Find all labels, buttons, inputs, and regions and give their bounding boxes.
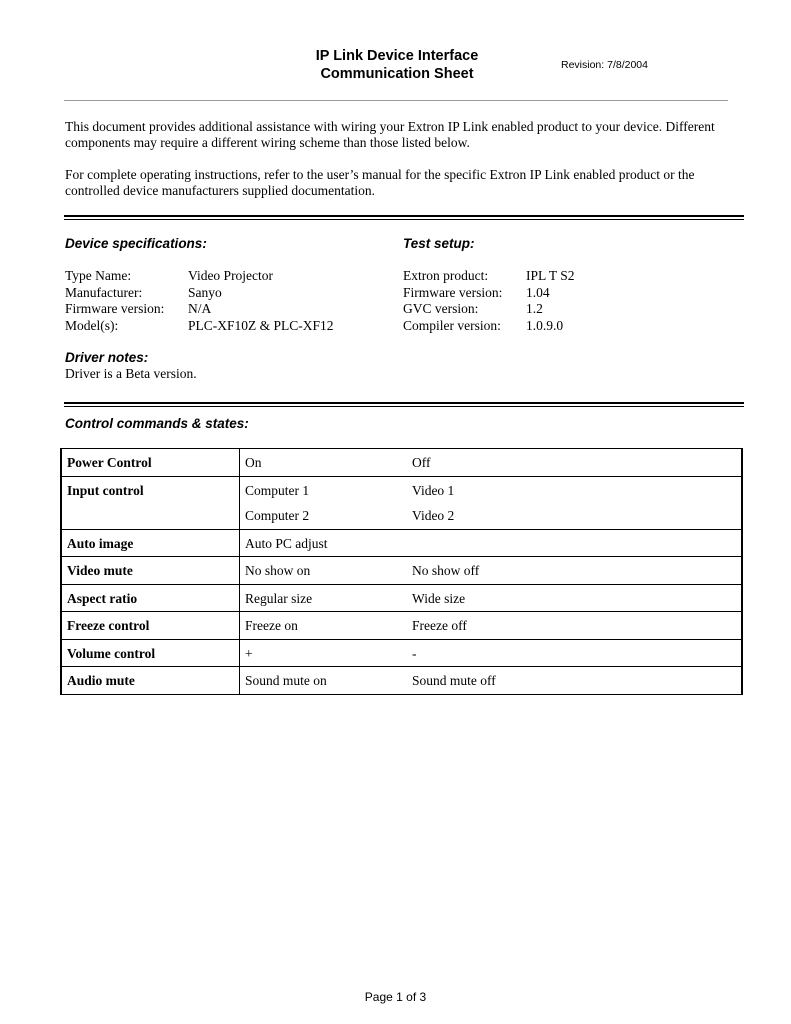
state-1-cell [240,476,408,529]
state-3-cell [570,449,742,477]
setup-value: IPL T S2 [526,268,575,283]
driver-notes-heading: Driver notes: [65,350,149,365]
spec-label: Manufacturer: [65,284,143,300]
cell-text: Sound mute off [412,673,496,688]
spec-value: Video Projector [188,268,274,283]
spec-row [65,268,334,285]
state-1-cell [240,557,408,585]
table-row [61,449,742,477]
cell-text: Audio mute [67,673,135,688]
setup-row [403,318,575,335]
state-3-cell [570,529,742,557]
cell-text: Volume control [67,645,156,661]
cell-text: Freeze off [412,618,467,633]
spec-value: PLC-XF10Z & PLC-XF12 [188,317,334,333]
state-2-cell [407,612,570,640]
cell-text: No show off [412,563,480,578]
header-divider [64,100,728,101]
state-3-cell [570,667,742,695]
setup-label: GVC version: [403,301,479,316]
command-name-cell [61,557,240,585]
cell-text: Computer 1 [245,482,310,498]
setup-row [403,285,575,302]
cell-text: Computer 2 [245,507,310,523]
setup-label: Extron product: [403,268,489,283]
cell-text: Aspect ratio [67,590,138,606]
intro-paragraph-1: This document provides additional assistance with wiring your Extron IP Link enabled product to your device. Different components may require a different wiring scheme than those listed below. [65,119,715,150]
cell-text: Regular size [245,590,313,606]
command-name-cell [61,529,240,557]
state-2-cell [407,667,570,695]
device-specs-heading: Device specifications: [65,236,207,251]
test-setup-heading: Test setup: [403,236,475,251]
table-row [61,612,742,640]
setup-value: 1.04 [526,284,550,300]
command-name-cell [61,449,240,477]
revision-date: Revision: 7/8/2004 [561,59,648,71]
cell-text: - [412,645,417,661]
device-specs-list [65,268,334,334]
spec-label: Model(s): [65,317,119,333]
table-row [61,639,742,667]
cell-text: Wide size [412,590,466,606]
page-number: Page 1 of 3 [364,990,427,1004]
cell-text: Video 1 [412,482,455,498]
spec-row [65,285,334,302]
state-2-cell [407,639,570,667]
state-2-cell [407,476,570,529]
cell-text: Freeze on [245,618,298,633]
driver-notes-text: Driver is a Beta version. [65,366,197,381]
state-3-cell [570,612,742,640]
command-name-cell [61,667,240,695]
spec-label: Firmware version: [65,301,165,316]
section-divider-2 [64,402,744,407]
state-1-cell [240,612,408,640]
state-3-cell [570,557,742,585]
state-2-cell [407,584,570,612]
state-3-cell [570,476,742,529]
table-row [61,557,742,585]
cell-text: Auto PC adjust [245,535,328,551]
cell-text: Sound mute on [245,673,327,688]
table-row [61,584,742,612]
cell-text: Video 2 [412,507,455,523]
cell-text: Video mute [67,563,133,578]
spec-row [65,301,334,318]
setup-row [403,268,575,285]
state-3-cell [570,639,742,667]
test-setup-list [403,268,575,334]
setup-value: 1.2 [526,301,543,316]
section-divider-1 [64,215,744,220]
command-name-cell [61,584,240,612]
table-row [61,529,742,557]
setup-row [403,301,575,318]
state-3-cell [570,584,742,612]
cell-text: Input control [67,482,144,498]
cell-text: No show on [245,563,311,578]
cell-text: On [245,455,262,470]
table-row [61,476,742,529]
spec-value: Sanyo [188,284,222,300]
state-1-cell [240,529,408,557]
state-1-cell [240,449,408,477]
setup-label: Compiler version: [403,317,501,333]
state-1-cell [240,667,408,695]
spec-value: N/A [188,301,212,316]
state-2-cell [407,449,570,477]
state-2-cell [407,557,570,585]
state-1-cell [240,639,408,667]
spec-row [65,318,334,335]
cell-text: Off [412,455,431,470]
commands-table [60,448,743,695]
cell-text: Freeze control [67,618,150,633]
setup-value: 1.0.9.0 [526,317,564,333]
state-1-cell [240,584,408,612]
command-name-cell [61,612,240,640]
command-name-cell [61,476,240,529]
spec-label: Type Name: [65,268,132,283]
cell-text: Power Control [67,455,152,470]
cell-text: Auto image [67,535,134,551]
setup-label: Firmware version: [403,284,503,300]
title-line-2: Communication Sheet [320,66,474,82]
title-line-1: IP Link Device Interface [315,48,479,64]
commands-heading: Control commands & states: [65,416,249,431]
document-title [247,47,547,83]
intro-paragraph-2: For complete operating instructions, refer to the user’s manual for the specific Extron IP Link enabled product or the controlled device manufacturers supplied documentation. [65,167,695,198]
table-row [61,667,742,695]
state-2-cell [407,529,570,557]
cell-text: + [245,645,253,661]
command-name-cell [61,639,240,667]
